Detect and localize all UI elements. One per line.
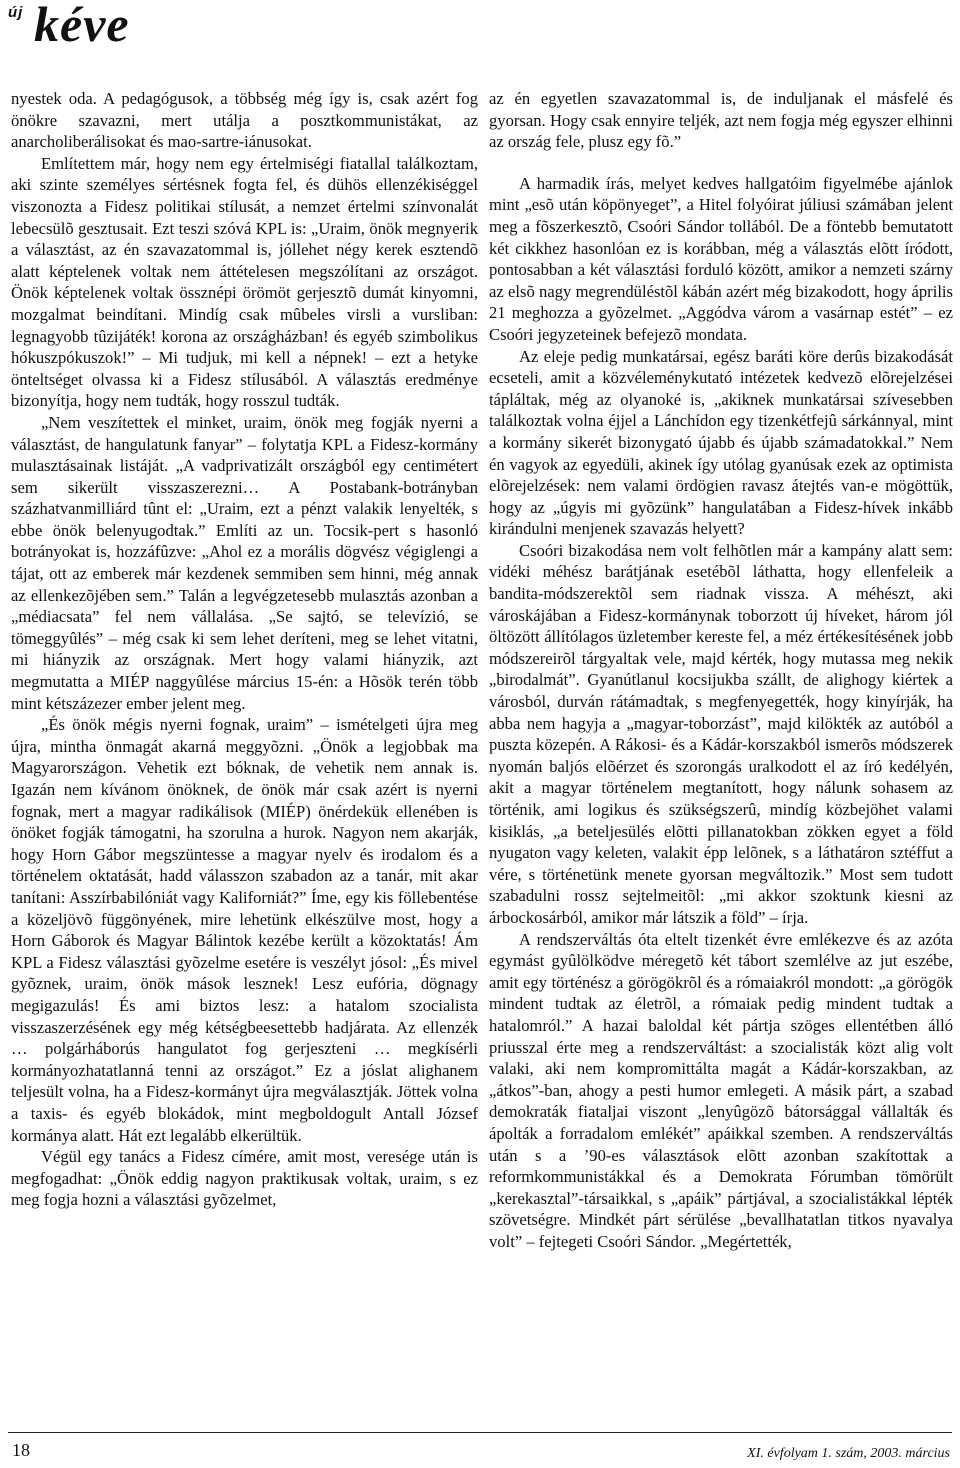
logo-title: kéve — [34, 0, 130, 52]
footer-rule — [8, 1432, 952, 1433]
paragraph-gap — [489, 153, 953, 173]
paragraph: Végül egy tanács a Fidesz címére, amit most, veresége után is megfogadhat: „Önök eddig nagyon praktikusak voltak, uraim, s ez meg fogja hozni a választási gyõzelmet, — [11, 1147, 478, 1210]
paragraph: A harmadik írás, melyet kedves hallgatóim figyelmébe ajánlok mint „esõ után köpönyeget”, a Hitel folyóirat júliusi számában jelent meg a fõszerkesztõ, Csoóri Sándor tollából. De a föntebb bemutatott két cikkhez hasonlóan ez is korábban, még a választás elõtt íródott, pontosabban a két választási forduló között, amikor a nemzeti szárny az elsõ nagy megrendüléstõl kábán azért még bizakodott, hogy április 21 meghozza a gyõzelmet. „Aggódva várom a vasárnap estét” – ez Csoóri jegyzeteinek befejezõ mondata. — [489, 173, 953, 344]
issue-info: XI. évfolyam 1. szám, 2003. március — [747, 1446, 950, 1461]
masthead-logo — [6, 2, 306, 52]
paragraph: A rendszerváltás óta eltelt tizenkét évre emlékezve és az azóta egymást gyûlölködve méregetõ két tábort szemlélve az jut eszébe, amit egy történész a görögökrõl és a rómaiakról mondott: „a görögök mindent tudtak az életrõl, a rómaiak pedig mindent tudtak a hatalomról.” A hazai baloldal két pártja szöges ellentétben álló priusszal érte meg a rendszerváltást: a szocialisták közt alig volt valaki, aki nem kompromittálta magát a Kádár-korszakban, az „átkos”-ban, ahogy a pesti humor emlegeti. A másik párt, a szabad demokraták fiataljai viszont „lenyûgözõ bátorsággal vállalták és ápolták a forradalom emlékét” apáikkal szemben. A rendszerváltás után s a ’90-es választások elõtt azonban szakítottak a reformkommunistákkal és a Demokrata Fórumban tömörült „kerekasztal”-társaikkal, s „apáik” pártjával, a szocialistákkal lépték szövetségre. Mindkét párt sérülése „bevallhatatlan titkos nyavalya volt” – fejtegeti Csoóri Sándor. „Megértették, — [489, 929, 953, 1251]
page-number: 18 — [12, 1440, 30, 1460]
paragraph: az én egyetlen szavazatommal is, de induljanak el másfelé és gyorsan. Hogy csak ennyire teljék, azt nem fogja még egyszer elhinni az ország fele, plusz egy fõ.” — [489, 89, 953, 152]
logo-prefix: új — [8, 4, 24, 21]
paragraph: nyestek oda. A pedagógusok, a többség még így is, csak azért fog önökre szavazni, mert utálja a posztkommunistákat, az anarcholiberálisokat és mao-sartre-iánusokat. — [11, 89, 478, 152]
paragraph: Az eleje pedig munkatársai, egész baráti köre derûs bizakodását ecseteli, amit a közvéleménykutató intézetek kedvezõ elõrejelzései tápláltak, még az olyanoké is, „akiknek munkatársai szívesebben találkoztak volna éjjel a Lánchídon egy tizenkétfejû sárkánnyal, mint a kormány sikerét bizonygató újabb és újabb számadatokkal.” Nem én vagyok az egyedüli, akinek így utólag gyanúsak ezek az optimista elõrejelzések: nem valami ördögien ravasz átejtés van-e mögöttük, hogy az „úgyis mi gyõzünk” hangulatában a Fidesz-hívek inkább kirándulni menjenek szavazás helyett? — [489, 346, 953, 539]
paragraph: „És önök mégis nyerni fognak, uraim” – ismételgeti újra meg újra, mintha önmagát akarná meggyõzni. „Önök a legjobbak ma Magyarországon. Vehetik ezt bóknak, de vehetik nem annak is. Igazán nem kívánom önöknek, de önök már csak azért is nyerni fognak, mert a magyar radikálisok (MIÉP) önérdekük ellenében is önöket fogják támogatni, ha szorulna a hurok. Nagyon nem akarják, hogy Horn Gábor megszüntesse a magyar nyelv és irodalom és a történelem oktatását, hadd válasszon szabadon az a tanár, mit akar tanítani: Asszírbabilóniát vagy Kaliforniát?” Íme, egy kis föllebentése a közeljövõ függönyének, mire lehetünk elkészülve most, hogy a Horn Gáborok és Magyar Bálintok kezébe került a közoktatás! Ám KPL a Fidesz választási gyõzelme esetére is veszélyt jósol: „És mivel gyõznek, uraim, önök mások lesznek! Lesz eufória, dögnagy megigazulás! És ami biztos lesz: a hatalom szocialista visszaszerzésének egy még kétségbeesettebb hadjárata. Az ellenzék … polgárháborús hangulatot fog gerjeszteni … megkísérli kormányozhatatlanná tenni az országot.” Ez a jóslat alighanem teljesült volna, ha a Fidesz-kormányt újra megválasztják. Jöttek volna a taxis- és egyéb blokádok, mint megboldogult Antall József kormánya alatt. Hát ezt legalább elkerültük. — [11, 715, 478, 1145]
paragraph: Csoóri bizakodása nem volt felhõtlen már a kampány alatt sem: vidéki méhész barátjának esetébõl láthatta, hogy ellenfeleik a bandita-módszerektõl sem riadnak vissza. A méhészt, aki városkájában a Fidesz-kormánynak toborzott új híveket, három jól öltözött állítólagos üzletember kereste fel, a méz értékesítésének jobb módszereirõl tárgyaltak vele, majd kérték, hogy mutassa meg nekik „birodalmát”. Gyanútlanul kocsijukba szállt, de alighogy kiértek a városból, durván rátámadtak, s megfenyegették, hogy kinyírják, ha abba nem hagyja a „magyar-toborzást”, majd kilökték az autóból a puszta közepén. A Rákosi- és a Kádár-korszakból ismerõs módszerek nyomán baljós elõérzet és szorongás uralkodott el az író kedélyén, akit a magyar történelem megtanított, hogy nálunk sohasem az történik, ami logikus és szükségszerû, mindíg közbejöhet valami kisiklás, „a beteljesülés elõtti pillanatokban zökken egyet a föld nyugaton vagy keleten, valakit épp lelõnek, s a láthatáron sztéffut a vére, s történetünk menete gyorsan megváltozik.” Most sem tudott szabadulni rossz sejtelmeitõl: „mi akkor szoktunk kiesni az árbockosárból, amikor már látszik a föld” – írja. — [489, 540, 953, 927]
paragraph: „Nem veszítettek el minket, uraim, önök meg fogják nyerni a választást, de hangulatunk fanyar” – folytatja KPL a Fidesz-kormány mulasztásainak listáját. „A vadprivatizált országból egy centimétert sem sikerült visszaszerezni… A Postabank-botrányban százhatvanmilliárd tûnt el: „Uraim, ezt a pénzt valakik lenyelték, s ebbe önök belenyugodtak.” Említi az un. Tocsik-pert s hasonló botrányokat is, hozzáfûzve: „Ahol ez a morális dögvész végiglengi a tájat, ott az emberek már kezdenek semmiben sem hinni, még annak az ellenkezõjében sem.” Talán a legvégzetesebb mulasztás azonban a „médiacsata” fel nem vállalása. „Se sajtó, se televízió, se tömeggyûlés” – még csak ki sem lehet deríteni, meg se lehet vitatni, mi hiányzik az országnak. Mert hogy valami hiányzik, azt megmutatta a MIÉP naggyûlése március 15-én: a Hõsök terén több mint kétszázezer ember jelent meg. — [11, 412, 478, 713]
right-column — [489, 88, 953, 1252]
left-column — [11, 88, 478, 1211]
paragraph: Említettem már, hogy nem egy értelmiségi fiatallal találkoztam, aki szinte személyes sértésnek fogta fel, és dühös ellenzékiséggel viszonozta a Fidesz politikai stílusát, a nemzet értelmi színvonalát lebecsülõ gesztusait. Ezt teszi szóvá KPL is: „Uraim, önök megnyerik a választást, az én szavazatommal is, jóllehet négy kerek esztendõ alatt képtelenek voltak nem áttételesen megszólítani az országot. Önök képtelenek voltak össznépi örömöt gerjesztõ dumát kinyomni, mozgalmat beindítani. Mindíg csak mûbeles virsli a vursliban: legnagyobb tûzijáték! korona az országházban! és egyéb szimbolikus hókuszpókuszok!” – Mi tudjuk, mi kell a népnek! – ezt a hetyke önteltséget olvassa ki a Fidesz stílusából. A választás eredménye bizonyítja, hogy nem tudták, hogy rosszul tudták. — [11, 153, 478, 411]
